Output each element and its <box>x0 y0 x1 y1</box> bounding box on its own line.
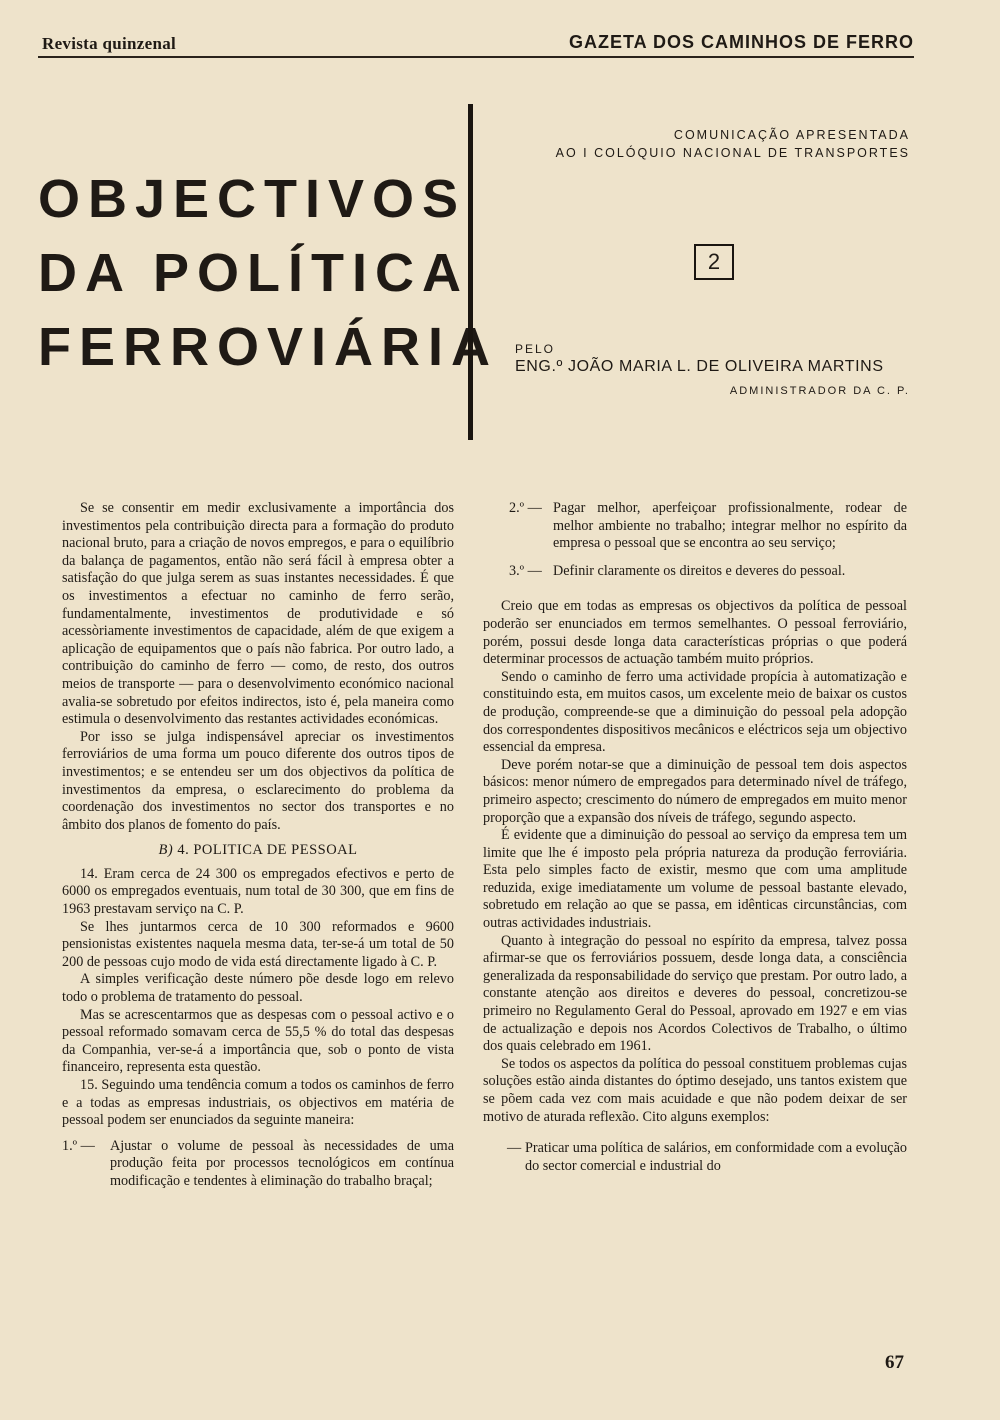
paragraph: Sendo o caminho de ferro uma actividade propícia à automatização e constituindo esta, em muitos casos, um excelente meio de baixar os custos de produção, compreende-se que a diminuição do pessoal pela adopção dos correspondentes dispositivos mecânicos e eléctricos seja um objectivo essencial da empresa. <box>483 668 907 756</box>
paragraph: Deve porém notar-se que a diminuição de pessoal tem dois aspectos básicos: menor número de empregados para determinado nível de tráfego, primeiro aspecto; crescimento do número de empregados em muito menor proporção que a expansão dos níveis de tráfego, segundo aspecto. <box>483 756 907 826</box>
paragraph: Se lhes juntarmos cerca de 10 300 reformados e 9600 pensionistas existentes naquela mesma data, ter-se-á um total de 50 200 de pessoas cujo modo de vida está directamente ligado à C. P. <box>62 918 454 970</box>
list-item <box>509 563 907 581</box>
list-item-number: 2.º — <box>509 500 542 516</box>
paragraph: É evidente que a diminuição do pessoal ao serviço da empresa tem um limite que lhe é imposto pela própria natureza da produção ferroviária. Esta pelo simples facto de existir, mesmo que com uma amplitude reduzida, exige imediatamente um volume de pessoal bastante elevado, sobretudo em relação ao que se passa, em idênticas circunstâncias, com outras actividades industriais. <box>483 827 907 932</box>
list-item-text: Definir claramente os direitos e deveres do pessoal. <box>553 562 846 579</box>
header-rule <box>38 56 914 58</box>
list-block <box>509 500 907 580</box>
paragraph: Quanto à integração do pessoal no espírito da empresa, talvez possa afirmar-se que os ferroviários possuem, desde longa data, a consciência generalizada da responsabilidade do serviço que prestam. Por outro lado, a constante atenção aos direitos e deveres do pessoal, concretizou-se primeiro no Regulamento Geral do Pessoal, aprovado em 1927 e em vias de actualização e depois nos Acordos Colectivos de Trabalho, o último dos quais celebrado em 1961. <box>483 932 907 1055</box>
title-line-3: FERROVIÁRIA <box>38 317 499 377</box>
list-item-number: 3.º — <box>509 562 542 579</box>
dash-marker: — <box>507 1140 522 1157</box>
section-heading <box>62 842 454 860</box>
author-name: ENG.º JOÃO MARIA L. DE OLIVEIRA MARTINS <box>515 358 884 375</box>
title-divider <box>468 104 473 440</box>
paragraph: Se todos os aspectos da política do pessoal constituem problemas cujas soluções estão ainda distantes do óptimo desejado, uns tantos existem que se põem cada vez com mais acuidade e que não podem deixar de ser motivo de aturada reflexão. Cito alguns exemplos: <box>483 1055 907 1125</box>
section-label: B) <box>158 842 174 859</box>
title-line-2: DA POLÍTICA <box>38 243 469 303</box>
list-item <box>509 500 907 553</box>
communication-line-2: AO I COLÓQUIO NACIONAL DE TRANSPORTES <box>555 146 910 160</box>
list-item-number: 1.º — <box>62 1137 95 1154</box>
part-number-box: 2 <box>694 244 734 280</box>
byline-by: PELO <box>515 342 556 356</box>
publication-title: GAZETA DOS CAMINHOS DE FERRO <box>568 32 914 52</box>
dash-list-text: Praticar uma política de salários, em conformidade com a evolução do sector comercial e industrial do <box>525 1140 907 1174</box>
list-item-text: Pagar melhor, aperfeiçoar profissionalmente, rodear de melhor ambiente no trabalho; integrar melhor no espírito da empresa o pessoal que se encontra ao seu serviço; <box>553 500 907 552</box>
title-line-1: OBJECTIVOS <box>38 169 467 229</box>
paragraph: A simples verificação deste número põe desde logo em relevo todo o problema de tratamento do pessoal. <box>62 971 454 1006</box>
publication-frequency: Revista quinzenal <box>42 34 177 53</box>
communication-note <box>556 126 910 162</box>
section-title: 4. POLITICA DE PESSOAL <box>177 842 358 859</box>
paragraph: Creio que em todas as empresas os objectivos da política de pessoal poderão ser enunciados em termos semelhantes. O pessoal ferroviário, porém, possui desde longa data características próprias o que poderá determinar processos de actuação também muito próprios. <box>483 598 907 668</box>
left-column <box>62 500 454 1195</box>
paragraph: Se se consentir em medir exclusivamente a importância dos investimentos pela contribuição directa para a formação do produto nacional bruto, para a criação de novos empregos, e para o equilíbrio da balança de pagamentos, então não será fácil à empresa obter a satisfação do que julga serem as suas instantes necessidades. É que os investimentos a efectuar no caminho de ferro serão, fundamentalmente, investimentos de produtividade e só acessòriamente investimentos de capacidade, além de que exigem a aplicação de equipamentos que o país não fabrica. Por outro lado, a contribuição do caminho de ferro — como, de resto, dos outros meios de transporte — para o desenvolvimento económico nacional avalia-se sobretudo por efeitos indirectos, isto é, pela maneira como estimula o desenvolvimento das restantes actividades económicas. <box>62 500 454 728</box>
paragraph: 15. Seguindo uma tendência comum a todos os caminhos de ferro e a todas as empresas industriais, os objectivos em matéria de pessoal podem ser enunciados da seguinte maneira: <box>62 1077 454 1129</box>
list-item <box>62 1138 454 1191</box>
list-item-text: Ajustar o volume de pessoal às necessidades de uma produção feita por processos tecnológicos em contínua modificação e tendentes à eliminação do trabalho braçal; <box>110 1137 454 1189</box>
author-role: ADMINISTRADOR DA C. P. <box>729 385 910 397</box>
communication-line-1: COMUNICAÇÃO APRESENTADA <box>673 128 910 142</box>
article-title <box>38 162 499 384</box>
paragraph: Por isso se julga indispensável apreciar os investimentos ferroviários de uma forma um pouco diferente dos outros tipos de investimentos; e se entendeu ser um dos objectivos da política de investimentos da empresa, o esclarecimento do problema da coordenação dos investimentos no sector dos transportes e no âmbito dos planos de fomento do país. <box>62 728 454 833</box>
paragraph: Mas se acrescentarmos que as despesas com o pessoal activo e o pessoal reformado somavam cerca de 55,5 % do total das despesas da Companhia, ver-se-á a importância que, sob o ponto de vista financeiro, representa esta questão. <box>62 1006 454 1076</box>
paragraph: 14. Eram cerca de 24 300 os empregados efectivos e perto de 6000 os empregados eventuais, num total de 30 300, que em fins de 1963 prestavam serviço na C. P. <box>62 865 454 918</box>
right-column <box>483 500 907 1175</box>
dash-list-item <box>507 1140 907 1175</box>
page-number: 67 <box>885 1352 904 1373</box>
